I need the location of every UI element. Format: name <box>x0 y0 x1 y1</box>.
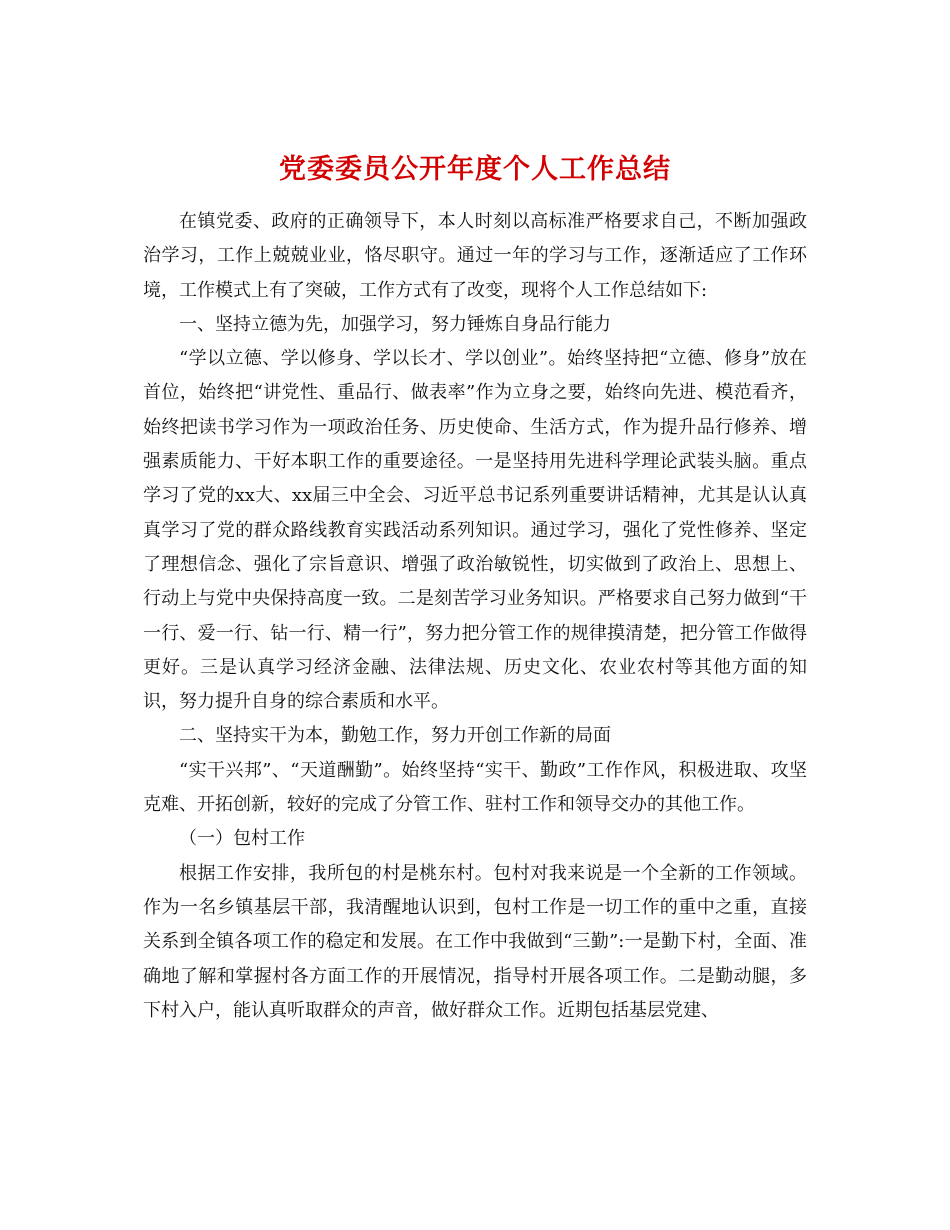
document-title: 党委委员公开年度个人工作总结 <box>279 154 671 186</box>
paragraph-work-style: “实干兴邦”、“天道酬勤”。始终坚持“实干、勤政”工作作风，积极进取、攻坚克难、开拓创新，较好的完成了分管工作、驻村工作和领导交办的其他工作。 <box>143 759 807 816</box>
document-body <box>143 205 807 1028</box>
paragraph-village-work: 根据工作安排，我所包的村是桃东村。包村对我来说是一个全新的工作领域。作为一名乡镇基层干部，我清醒地认识到，包村工作是一切工作的重中之重，直接关系到全镇各项工作的稳定和发展。在工作中我做到“三勤”:一是勤下村，全面、准确地了解和掌握村各方面工作的开展情况，指导村开展各项工作。二是勤动腿，多下村入户，能认真听取群众的声音，做好群众工作。近期包括基层党建、 <box>143 862 807 1021</box>
paragraph-study: “学以立德、学以修身、学以长才、学以创业”。始终坚持把“立德、修身”放在首位，始终把“讲党性、重品行、做表率”作为立身之要，始终向先进、模范看齐，始终把读书学习作为一项政治任务、历史使命、生活方式，作为提升品行修养、增强素质能力、干好本职工作的重要途径。一是坚持用先进科学理论武装头脑。重点学习了党的xx大、xx届三中全会、习近平总书记系列重要讲话精神，尤其是认认真真学习了党的群众路线教育实践活动系列知识。通过学习，强化了党性修养、坚定了理想信念、强化了宗旨意识、增强了政治敏锐性，切实做到了政治上、思想上、行动上与党中央保持高度一致。二是刻苦学习业务知识。严格要求自己努力做到“干一行、爱一行、钻一行、精一行”，努力把分管工作的规律摸清楚，把分管工作做得更好。三是认真学习经济金融、法律法规、历史文化、农业农村等其他方面的知识，努力提升自身的综合素质和水平。 <box>143 348 807 713</box>
paragraph-intro: 在镇党委、政府的正确领导下，本人时刻以高标准严格要求自己，不断加强政治学习，工作上兢兢业业，恪尽职守。通过一年的学习与工作，逐渐适应了工作环境，工作模式上有了突破，工作方式有了改变，现将个人工作总结如下: <box>143 211 807 301</box>
section-heading-2: 二、坚持实干为本，勤勉工作，努力开创工作新的局面 <box>179 725 611 747</box>
section-heading-1: 一、坚持立德为先，加强学习，努力锤炼自身品行能力 <box>179 313 611 335</box>
subsection-heading-village: （一）包村工作 <box>179 828 305 850</box>
